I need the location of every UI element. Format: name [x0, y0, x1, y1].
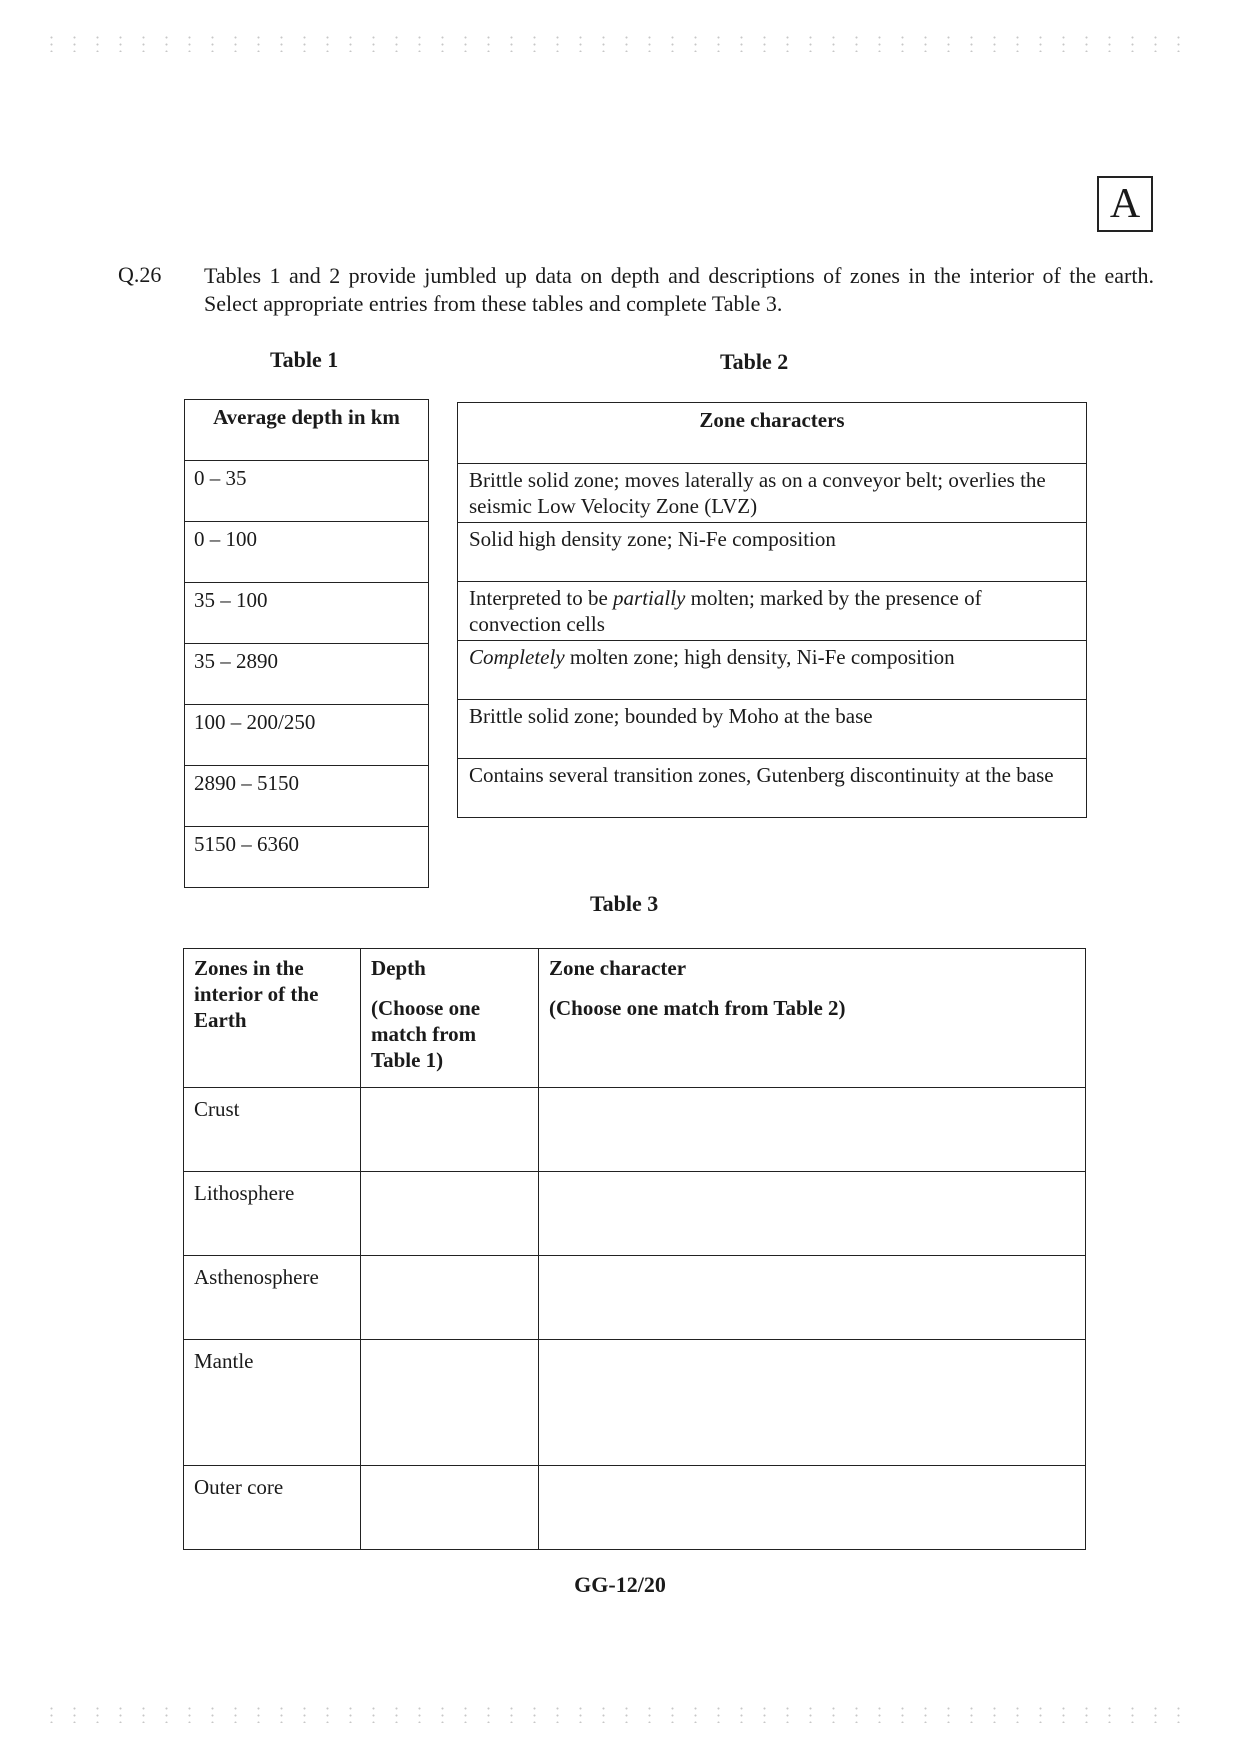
- scan-noise-bottom: [40, 1705, 1200, 1723]
- table1-depth-cell: 5150 – 6360: [185, 827, 429, 888]
- table-row: [184, 1172, 1086, 1256]
- table2-header: Zone characters: [458, 403, 1087, 464]
- table1-depth-cell: 0 – 100: [185, 522, 429, 583]
- character-answer-cell[interactable]: [539, 1256, 1086, 1340]
- table-row: [184, 1466, 1086, 1550]
- question-set-letter: A: [1097, 176, 1153, 232]
- table2-character-cell: Contains several transition zones, Gutenberg discontinuity at the base: [458, 759, 1087, 818]
- table-row: [185, 461, 429, 522]
- table3-caption: Table 3: [590, 891, 659, 916]
- question-text: Tables 1 and 2 provide jumbled up data on depth and descriptions of zones in the interior of the earth. Select appropriate entries from these tables and complete Table 3.: [204, 263, 1154, 316]
- table1-depth-cell: 35 – 2890: [185, 644, 429, 705]
- table-row: [185, 644, 429, 705]
- zone-name-cell: Crust: [184, 1088, 361, 1172]
- depth-answer-cell[interactable]: [361, 1256, 539, 1340]
- table2-zone-characters: [457, 402, 1087, 818]
- depth-answer-cell[interactable]: [361, 1088, 539, 1172]
- table1-depth-cell: 2890 – 5150: [185, 766, 429, 827]
- table3-answer-grid: [183, 948, 1086, 1550]
- table1-caption: Table 1: [270, 347, 339, 372]
- table2-character-cell: Brittle solid zone; bounded by Moho at the base: [458, 700, 1087, 759]
- page-identifier: GG-12/20: [574, 1572, 666, 1597]
- table2-character-cell: Completely molten zone; high density, Ni-Fe composition: [458, 641, 1087, 700]
- table-row: [184, 1088, 1086, 1172]
- table-row: [458, 700, 1087, 759]
- table1-depth-cell: 100 – 200/250: [185, 705, 429, 766]
- table3-zones-header: Zones in the interior of the Earth: [184, 949, 361, 1088]
- table1-header: Average depth in km: [185, 400, 429, 461]
- table2-character-cell: Solid high density zone; Ni-Fe composition: [458, 523, 1087, 582]
- character-answer-cell[interactable]: [539, 1172, 1086, 1256]
- character-answer-cell[interactable]: [539, 1466, 1086, 1550]
- table3-depth-header: Depth (Choose one match from Table 1): [361, 949, 539, 1088]
- table-row: [458, 464, 1087, 523]
- depth-answer-cell[interactable]: [361, 1340, 539, 1466]
- table-row: [185, 766, 429, 827]
- table3-character-header: Zone character (Choose one match from Table 2): [539, 949, 1086, 1088]
- depth-answer-cell[interactable]: [361, 1466, 539, 1550]
- table-row: [184, 1256, 1086, 1340]
- table-row: [184, 1340, 1086, 1466]
- zone-name-cell: Mantle: [184, 1340, 361, 1466]
- table-row: [458, 523, 1087, 582]
- table2-character-cell: Brittle solid zone; moves laterally as on a conveyor belt; overlies the seismic Low Velocity Zone (LVZ): [458, 464, 1087, 523]
- depth-answer-cell[interactable]: [361, 1172, 539, 1256]
- table-row: [185, 583, 429, 644]
- character-answer-cell[interactable]: [539, 1088, 1086, 1172]
- table-row: [458, 641, 1087, 700]
- zone-name-cell: Outer core: [184, 1466, 361, 1550]
- table2-caption: Table 2: [720, 349, 789, 374]
- table-row: [458, 759, 1087, 818]
- table-row: [185, 705, 429, 766]
- table1-depth-cell: 0 – 35: [185, 461, 429, 522]
- table1-depth-cell: 35 – 100: [185, 583, 429, 644]
- table3-character-subheader: (Choose one match from Table 2): [549, 996, 846, 1020]
- character-answer-cell[interactable]: [539, 1340, 1086, 1466]
- table1-depths: [184, 399, 429, 888]
- table-row: [458, 582, 1087, 641]
- question-number: Q.26: [118, 262, 162, 287]
- table2-character-cell: Interpreted to be partially molten; marked by the presence of convection cells: [458, 582, 1087, 641]
- table-row: [185, 827, 429, 888]
- zone-name-cell: Asthenosphere: [184, 1256, 361, 1340]
- table-row: [185, 522, 429, 583]
- scan-noise-top: [40, 34, 1200, 52]
- zone-name-cell: Lithosphere: [184, 1172, 361, 1256]
- table3-depth-subheader: (Choose one match from Table 1): [371, 996, 481, 1072]
